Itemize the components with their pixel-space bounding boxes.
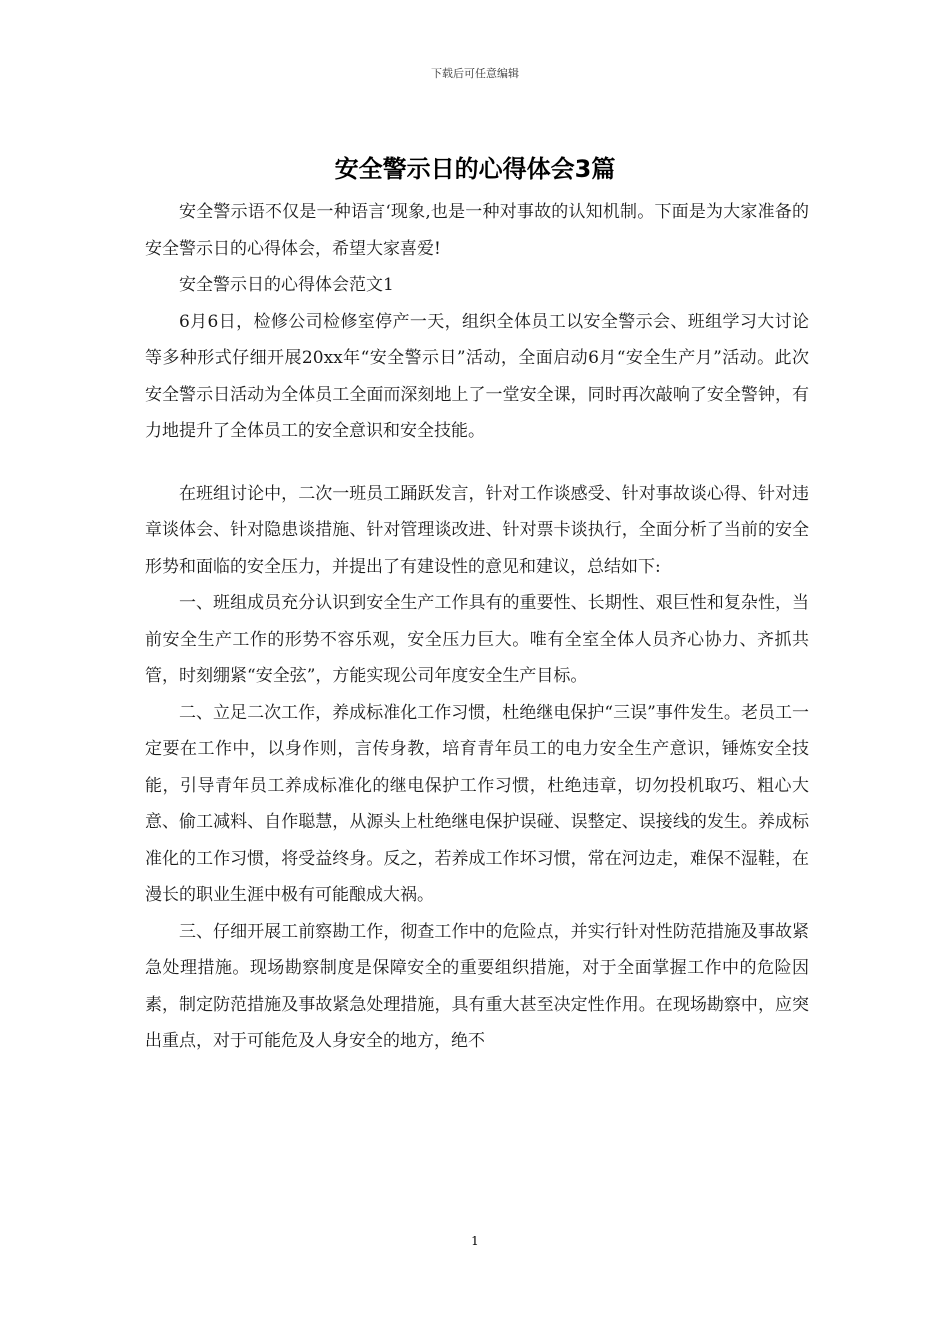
intro-paragraph: 安全警示语不仅是一种语言‘现象,也是一种对事故的认知机制。下面是为大家准备的安全警示日的心得体会，希望大家喜爱!	[145, 202, 809, 259]
body-paragraph: 6月6日，检修公司检修室停产一天，组织全体员工以安全警示会、班组学习大讨论等多种形式仔细开展20xx年“安全警示日”活动，全面启动6月“安全生产月”活动。此次安全警示日活动为全体员工全面而深刻地上了一堂安全课，同时再次敲响了安全警钟，有力地提升了全体员工的安全意识和安全技能。	[145, 311, 809, 441]
body-paragraph: 一、班组成员充分认识到安全生产工作具有的重要性、长期性、艰巨性和复杂性，当前安全生产工作的形势不容乐观，安全压力巨大。唯有全室全体人员齐心协力、齐抓共管，时刻绷紧“安全弦”，方能实现公司年度安全生产目标。	[145, 593, 809, 686]
page-header-note: 下载后可任意编辑	[431, 67, 519, 80]
body-paragraph: 三、仔细开展工前察勘工作，彻查工作中的危险点，并实行针对性防范措施及事故紧急处理措施。现场勘察制度是保障安全的重要组织措施，对于全面掌握工作中的危险因素，制定防范措施及事故紧急处理措施，具有重大甚至决定性作用。在现场勘察中，应突出重点，对于可能危及人身安全的地方，绝不	[145, 921, 809, 1051]
document-body	[145, 194, 809, 1060]
section-heading: 安全警示日的心得体会范文1	[179, 275, 394, 295]
body-paragraph: 二、立足二次工作，养成标准化工作习惯，杜绝继电保护“三误”事件发生。老员工一定要在工作中，以身作则，言传身教，培育青年员工的电力安全生产意识，锤炼安全技能，引导青年员工养成标准化的继电保护工作习惯，杜绝违章，切勿投机取巧、粗心大意、偷工减料、自作聪慧，从源头上杜绝继电保护误碰、误整定、误接线的发生。养成标准化的工作习惯，将受益终身。反之，若养成工作坏习惯，常在河边走，难保不湿鞋，在漫长的职业生涯中极有可能酿成大祸。	[145, 702, 809, 905]
document-title: 安全警示日的心得体会3篇	[334, 155, 616, 183]
paragraph-gap	[145, 450, 809, 476]
body-paragraph: 在班组讨论中，二次一班员工踊跃发言，针对工作谈感受、针对事故谈心得、针对违章谈体会、针对隐患谈措施、针对管理谈改进、针对票卡谈执行，全面分析了当前的安全形势和面临的安全压力，并提出了有建设性的意见和建议，总结如下:	[145, 483, 809, 577]
page-number: 1	[471, 1234, 479, 1248]
